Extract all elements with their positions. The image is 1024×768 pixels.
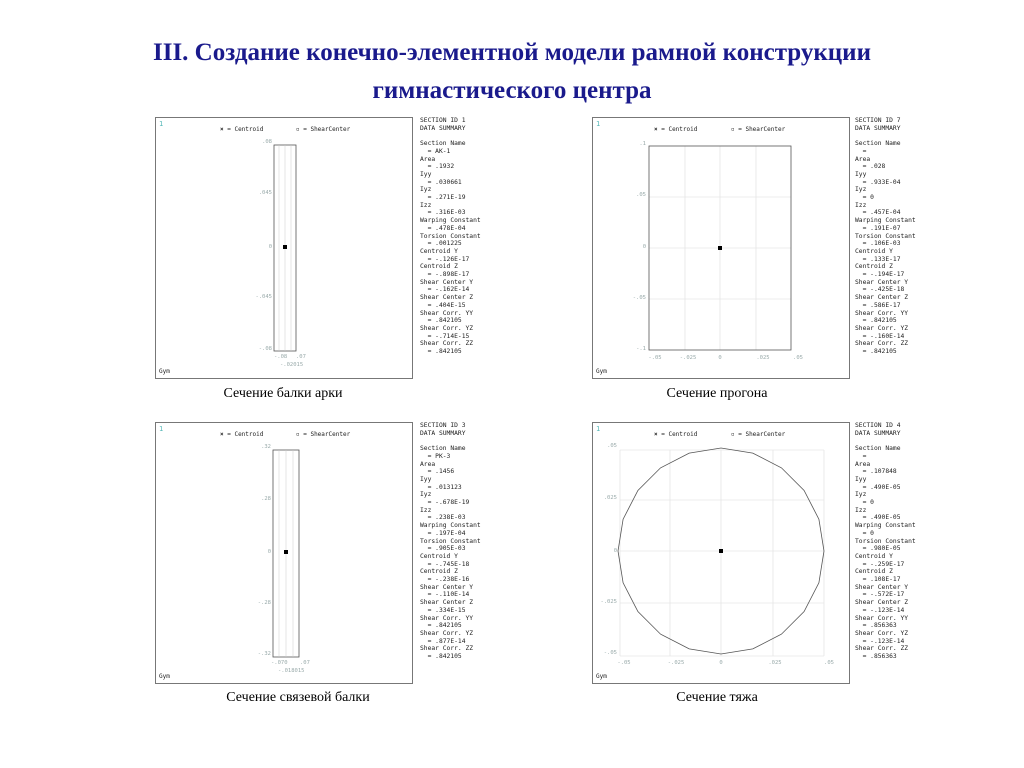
summary-line: = .842105 (855, 348, 897, 356)
x-tick: .07 (300, 660, 310, 666)
x-tick: .07 (296, 354, 306, 360)
summary-line: Section Name (855, 140, 901, 148)
summary-line: = -.194E-17 (855, 271, 905, 279)
summary-line: = -.123E-14 (855, 606, 905, 614)
shear-center-marker-icon: ▫ (731, 126, 739, 133)
y-tick: .025 (603, 495, 617, 501)
summary-line: SECTION ID 4 (855, 422, 901, 429)
summary-line: Iyz (420, 186, 432, 194)
summary-line: Shear Center Z (420, 294, 474, 302)
summary-line: Centroid Y (420, 247, 458, 255)
data-summary-section-1 (420, 117, 481, 356)
summary-line: = (855, 452, 867, 460)
summary-line: = .334E-15 (420, 606, 466, 614)
y-tick: .05 (636, 192, 646, 198)
summary-line: = .586E-17 (855, 301, 901, 309)
summary-line: = .238E-03 (420, 514, 466, 522)
summary-line: Izz (855, 506, 867, 514)
x-tick: -.025 (679, 355, 697, 361)
summary-line: Iyz (420, 491, 432, 499)
summary-line: Iyz (855, 186, 867, 194)
summary-line: Centroid Y (420, 552, 458, 560)
summary-line: = -.110E-14 (420, 591, 470, 599)
centroid-marker-icon: × (220, 431, 228, 438)
summary-line: Shear Corr. YZ (855, 324, 909, 332)
summary-line: Iyy (420, 475, 432, 483)
summary-line: Warping Constant (420, 217, 481, 225)
data-summary-section-3 (420, 422, 481, 661)
shear-center-legend: ▫ = ShearCenter (731, 431, 786, 438)
summary-line: = .108E-17 (855, 576, 901, 584)
summary-line: Shear Corr. YY (420, 614, 474, 622)
summary-line: = PK-3 (420, 452, 451, 460)
summary-line: Centroid Z (855, 263, 893, 271)
summary-line: = .980E-05 (855, 545, 901, 553)
summary-line: Area (855, 460, 871, 468)
y-tick: 0 (267, 549, 271, 555)
summary-line: Shear Center Z (855, 294, 909, 302)
summary-line: = -.425E-18 (855, 286, 905, 294)
summary-line: = -.162E-14 (420, 286, 470, 294)
summary-line: = -.238E-16 (420, 576, 470, 584)
summary-line: Shear Corr. YZ (420, 629, 474, 637)
section-drawing (156, 118, 414, 380)
summary-line: = .933E-04 (855, 178, 901, 186)
summary-line: Torsion Constant (855, 537, 916, 545)
section-plot-purlin (592, 117, 850, 379)
centroid-point (718, 246, 722, 250)
summary-line: = AK-1 (420, 147, 451, 155)
y-tick: .08 (262, 139, 272, 145)
caption-tie-rod: Сечение тяжа (676, 690, 758, 705)
y-tick: .1 (639, 141, 646, 147)
y-tick: .045 (258, 190, 272, 196)
summary-line: SECTION ID 1 (420, 117, 466, 124)
summary-line: Area (420, 460, 436, 468)
centroid-legend: × = Centroid (654, 431, 698, 438)
summary-line: = 0 (855, 194, 874, 202)
summary-line: Shear Corr. ZZ (420, 645, 474, 653)
summary-line: Shear Corr. YZ (855, 629, 909, 637)
summary-line: = .842105 (420, 348, 462, 356)
data-summary-section-4 (855, 422, 916, 661)
summary-line: Warping Constant (855, 217, 916, 225)
summary-line: Centroid Z (420, 263, 458, 271)
centroid-marker-icon: × (654, 431, 662, 438)
summary-line: = .842105 (420, 653, 462, 661)
y-tick: 0 (268, 244, 272, 250)
y-tick: -.32 (257, 651, 271, 657)
centroid-legend: × = Centroid (220, 431, 264, 438)
data-summary-section-7 (855, 117, 916, 356)
summary-line: Shear Corr. YY (855, 614, 909, 622)
plot-footer: Gym (159, 368, 170, 375)
y-tick: -.045 (255, 294, 272, 300)
summary-line: Izz (420, 201, 432, 209)
y-tick: -.05 (603, 650, 617, 656)
summary-line: Centroid Z (855, 568, 893, 576)
section-drawing (593, 118, 851, 380)
summary-line: Centroid Y (855, 552, 893, 560)
x-tick: .05 (793, 355, 803, 361)
summary-line: Shear Center Y (855, 278, 909, 286)
centroid-point (283, 245, 287, 249)
summary-line: Iyz (855, 491, 867, 499)
summary-line: Torsion Constant (420, 232, 481, 240)
section-plot-tie-rod (592, 422, 850, 684)
summary-line: = .490E-05 (855, 514, 901, 522)
summary-line: = -.745E-18 (420, 560, 470, 568)
y-tick: -.1 (636, 346, 646, 352)
centroid-marker-icon: × (220, 126, 228, 133)
summary-line: Shear Corr. ZZ (855, 645, 909, 653)
section-drawing (593, 423, 851, 685)
summary-line: = -.123E-14 (855, 637, 905, 645)
summary-line: Torsion Constant (420, 537, 481, 545)
x-tick: 0 (719, 660, 723, 666)
summary-line: Shear Corr. YY (420, 309, 474, 317)
y-tick: -.08 (258, 346, 272, 352)
slide-title-line2: гимнастического центра (372, 77, 652, 104)
summary-line: = .271E-19 (420, 194, 466, 202)
summary-line: = .1932 (420, 163, 455, 171)
summary-line: = .877E-14 (420, 637, 466, 645)
summary-line: = .478E-04 (420, 224, 466, 232)
y-tick: 0 (642, 244, 646, 250)
summary-line: Shear Center Y (855, 583, 909, 591)
shear-center-marker-icon: ▫ (296, 431, 304, 438)
caption-bracing-beam: Сечение связевой балки (226, 690, 370, 705)
summary-line: Warping Constant (420, 522, 481, 530)
y-tick: -.025 (600, 599, 617, 605)
section-plot-bracing-beam (155, 422, 413, 684)
x-tick: -.02015 (280, 362, 304, 368)
plot-footer: Gym (596, 368, 607, 375)
summary-line: Shear Corr. YZ (420, 324, 474, 332)
summary-line: DATA SUMMARY (420, 429, 466, 437)
plot-window-number: 1 (159, 425, 164, 433)
x-tick: -.08 (274, 354, 288, 360)
summary-line: = (855, 147, 867, 155)
summary-line: Area (420, 155, 436, 163)
summary-line: = .030661 (420, 178, 462, 186)
summary-line: = -.678E-19 (420, 499, 470, 507)
summary-line: Section Name (420, 140, 466, 148)
summary-line: = .842105 (855, 317, 897, 325)
summary-line: Centroid Z (420, 568, 458, 576)
summary-line: Iyy (855, 475, 867, 483)
slide-title-line1: III. Создание конечно-элементной модели рамной конструкции (152, 39, 871, 66)
summary-line: Iyy (420, 170, 432, 178)
summary-line: Shear Corr. YY (855, 309, 909, 317)
summary-line: = .028 (855, 163, 886, 171)
y-tick: 0 (613, 548, 617, 554)
centroid-point (719, 549, 723, 553)
summary-line: = .001225 (420, 240, 462, 248)
summary-line: = .133E-17 (855, 255, 901, 263)
summary-line: SECTION ID 7 (855, 117, 901, 124)
y-tick: .05 (607, 443, 617, 449)
summary-line: = .842105 (420, 622, 462, 630)
y-tick: .32 (261, 444, 271, 450)
summary-line: Torsion Constant (855, 232, 916, 240)
summary-line: = -.714E-15 (420, 332, 470, 340)
x-tick: -.025 (667, 660, 685, 666)
summary-line: = .490E-05 (855, 483, 901, 491)
summary-line: Izz (855, 201, 867, 209)
summary-line: DATA SUMMARY (855, 429, 901, 437)
summary-line: = 0 (855, 499, 874, 507)
summary-line: Shear Center Y (420, 278, 474, 286)
y-tick: -.05 (632, 295, 646, 301)
summary-line: = .404E-15 (420, 301, 466, 309)
x-tick: -.070 (271, 660, 288, 666)
summary-line: Shear Corr. ZZ (420, 340, 474, 348)
summary-line: Shear Corr. ZZ (855, 340, 909, 348)
summary-line: Section Name (855, 445, 901, 453)
centroid-legend: × = Centroid (654, 126, 698, 133)
summary-line: = .106E-03 (855, 240, 901, 248)
x-tick: -.018015 (278, 668, 305, 674)
summary-line: DATA SUMMARY (855, 124, 901, 132)
summary-line: Shear Center Z (420, 599, 474, 607)
caption-arch-beam: Сечение балки арки (223, 386, 343, 401)
plot-footer: Gym (596, 673, 607, 680)
plot-window-number: 1 (596, 425, 601, 433)
summary-line: DATA SUMMARY (420, 124, 466, 132)
shear-center-legend: ▫ = ShearCenter (296, 431, 351, 438)
x-tick: -.05 (617, 660, 631, 666)
summary-line (420, 132, 481, 140)
summary-line: Centroid Y (855, 247, 893, 255)
summary-line: = -.160E-14 (855, 332, 905, 340)
summary-line (855, 437, 916, 445)
summary-line: = .457E-04 (855, 209, 901, 217)
summary-line: = -.126E-17 (420, 255, 470, 263)
shear-center-marker-icon: ▫ (296, 126, 304, 133)
x-tick: .05 (824, 660, 834, 666)
summary-line: = -.572E-17 (855, 591, 905, 599)
shear-center-marker-icon: ▫ (731, 431, 739, 438)
summary-line: = 0 (855, 529, 874, 537)
y-tick: .28 (261, 496, 271, 502)
x-tick: 0 (718, 355, 722, 361)
section-drawing (156, 423, 414, 685)
section-plot-arch-beam (155, 117, 413, 379)
centroid-legend: × = Centroid (220, 126, 264, 133)
summary-line: = .107848 (855, 468, 897, 476)
summary-line: = .191E-07 (855, 224, 901, 232)
summary-line: = -.898E-17 (420, 271, 470, 279)
summary-line: = -.259E-17 (855, 560, 905, 568)
summary-line: Area (855, 155, 871, 163)
summary-line: = .842105 (420, 317, 462, 325)
summary-line: Izz (420, 506, 432, 514)
summary-line: = .316E-03 (420, 209, 466, 217)
shear-center-legend: ▫ = ShearCenter (731, 126, 786, 133)
summary-line (855, 132, 916, 140)
shear-center-legend: ▫ = ShearCenter (296, 126, 351, 133)
caption-purlin: Сечение прогона (666, 386, 768, 401)
x-tick: .025 (756, 355, 770, 361)
y-tick: -.28 (257, 600, 271, 606)
plot-window-number: 1 (596, 120, 601, 128)
summary-line: SECTION ID 3 (420, 422, 466, 429)
summary-line: = .1456 (420, 468, 455, 476)
summary-line: = .856363 (855, 622, 897, 630)
summary-line: = .197E-04 (420, 529, 466, 537)
summary-line (420, 437, 481, 445)
plot-footer: Gym (159, 673, 170, 680)
summary-line: Warping Constant (855, 522, 916, 530)
x-tick: -.05 (648, 355, 662, 361)
summary-line: = .013123 (420, 483, 462, 491)
plot-window-number: 1 (159, 120, 164, 128)
x-tick: .025 (768, 660, 782, 666)
summary-line: Shear Center Y (420, 583, 474, 591)
summary-line: Iyy (855, 170, 867, 178)
centroid-marker-icon: × (654, 126, 662, 133)
centroid-point (284, 550, 288, 554)
summary-line: Section Name (420, 445, 466, 453)
summary-line: = .905E-03 (420, 545, 466, 553)
summary-line: = .856363 (855, 653, 897, 661)
summary-line: Shear Center Z (855, 599, 909, 607)
